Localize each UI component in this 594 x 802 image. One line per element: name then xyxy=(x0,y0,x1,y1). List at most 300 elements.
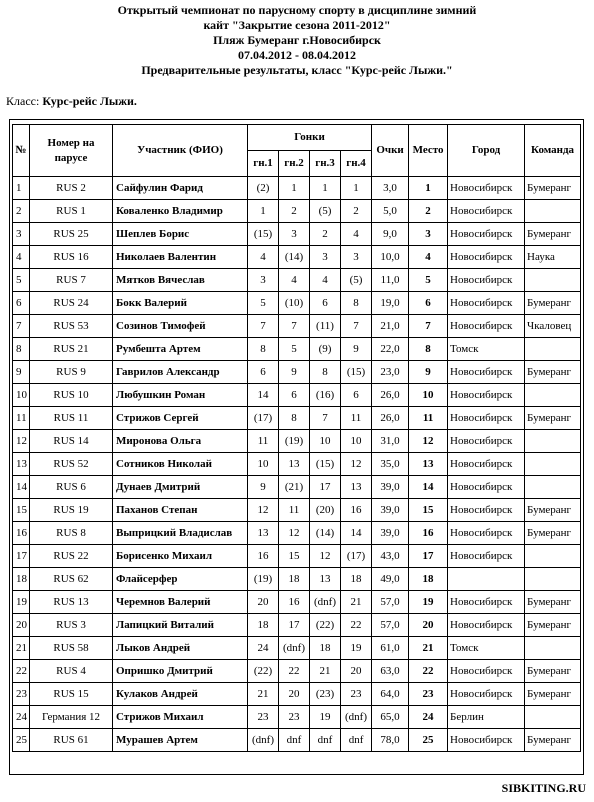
participant-name: Черемнов Валерий xyxy=(113,591,248,614)
race-3-result: 12 xyxy=(310,545,341,568)
race-4-result: 18 xyxy=(341,568,372,591)
table-row xyxy=(13,177,581,200)
header-line-2: кайт "Закрытие сезона 2011-2012" xyxy=(203,18,391,32)
race-4-result: 1 xyxy=(341,177,372,200)
race-2-result: (14) xyxy=(279,246,310,269)
table-row xyxy=(13,522,581,545)
points: 5,0 xyxy=(372,200,409,223)
header-row-1 xyxy=(13,125,581,151)
race-3-result: (16) xyxy=(310,384,341,407)
race-3-result: (14) xyxy=(310,522,341,545)
row-number: 19 xyxy=(13,591,30,614)
race-3-result: 2 xyxy=(310,223,341,246)
team: Бумеранг xyxy=(525,499,581,522)
points: 43,0 xyxy=(372,545,409,568)
sail-number: RUS 6 xyxy=(30,476,113,499)
points: 57,0 xyxy=(372,591,409,614)
race-1-result: 6 xyxy=(248,361,279,384)
row-number: 12 xyxy=(13,430,30,453)
points: 26,0 xyxy=(372,384,409,407)
team xyxy=(525,200,581,223)
race-2-result: 12 xyxy=(279,522,310,545)
city: Новосибирск xyxy=(448,453,525,476)
sail-number: RUS 2 xyxy=(30,177,113,200)
race-1-result: 20 xyxy=(248,591,279,614)
participant-name: Коваленко Владимир xyxy=(113,200,248,223)
team: Бумеранг xyxy=(525,223,581,246)
team xyxy=(525,568,581,591)
team: Бумеранг xyxy=(525,683,581,706)
race-1-result: 18 xyxy=(248,614,279,637)
table-row xyxy=(13,361,581,384)
site-footer: SIBKITING.RU xyxy=(501,781,586,795)
place: 3 xyxy=(409,223,448,246)
sail-number: RUS 61 xyxy=(30,729,113,752)
race-2-result: dnf xyxy=(279,729,310,752)
sail-number: RUS 62 xyxy=(30,568,113,591)
race-1-result: 13 xyxy=(248,522,279,545)
race-1-result: 9 xyxy=(248,476,279,499)
col-city-header: Город xyxy=(448,125,525,177)
col-race2-header: гн.2 xyxy=(279,151,310,177)
race-2-result: (21) xyxy=(279,476,310,499)
participant-name: Шеплев Борис xyxy=(113,223,248,246)
race-1-result: 1 xyxy=(248,200,279,223)
points: 57,0 xyxy=(372,614,409,637)
race-4-result: 16 xyxy=(341,499,372,522)
participant-name: Опришко Дмитрий xyxy=(113,660,248,683)
row-number: 5 xyxy=(13,269,30,292)
class-label: Класс: xyxy=(6,94,40,108)
race-1-result: 16 xyxy=(248,545,279,568)
city xyxy=(448,568,525,591)
place: 14 xyxy=(409,476,448,499)
race-2-result: (19) xyxy=(279,430,310,453)
race-4-result: 23 xyxy=(341,683,372,706)
race-3-result: (5) xyxy=(310,200,341,223)
place: 15 xyxy=(409,499,448,522)
points: 9,0 xyxy=(372,223,409,246)
place: 17 xyxy=(409,545,448,568)
table-row xyxy=(13,269,581,292)
place: 1 xyxy=(409,177,448,200)
race-2-result: 18 xyxy=(279,568,310,591)
team: Бумеранг xyxy=(525,522,581,545)
race-3-result: (15) xyxy=(310,453,341,476)
row-number: 8 xyxy=(13,338,30,361)
race-2-result: 5 xyxy=(279,338,310,361)
table-row xyxy=(13,200,581,223)
row-number: 18 xyxy=(13,568,30,591)
race-4-result: 14 xyxy=(341,522,372,545)
points: 3,0 xyxy=(372,177,409,200)
race-2-result: 15 xyxy=(279,545,310,568)
city: Новосибирск xyxy=(448,522,525,545)
points: 39,0 xyxy=(372,476,409,499)
row-number: 1 xyxy=(13,177,30,200)
place: 12 xyxy=(409,430,448,453)
race-2-result: 1 xyxy=(279,177,310,200)
col-num-header: № xyxy=(13,125,30,177)
table-row xyxy=(13,499,581,522)
race-1-result: 24 xyxy=(248,637,279,660)
col-place-header: Место xyxy=(409,125,448,177)
col-race1-header: гн.1 xyxy=(248,151,279,177)
participant-name: Кулаков Андрей xyxy=(113,683,248,706)
place: 10 xyxy=(409,384,448,407)
race-1-result: 23 xyxy=(248,706,279,729)
table-row xyxy=(13,476,581,499)
city: Новосибирск xyxy=(448,384,525,407)
place: 2 xyxy=(409,200,448,223)
race-2-result: 6 xyxy=(279,384,310,407)
team: Бумеранг xyxy=(525,614,581,637)
city: Новосибирск xyxy=(448,246,525,269)
points: 26,0 xyxy=(372,407,409,430)
race-1-result: (17) xyxy=(248,407,279,430)
race-2-result: 8 xyxy=(279,407,310,430)
row-number: 24 xyxy=(13,706,30,729)
sail-number: RUS 15 xyxy=(30,683,113,706)
col-races-header: Гонки xyxy=(248,125,372,151)
team: Бумеранг xyxy=(525,591,581,614)
city: Новосибирск xyxy=(448,614,525,637)
city: Новосибирск xyxy=(448,591,525,614)
city: Берлин xyxy=(448,706,525,729)
race-3-result: 13 xyxy=(310,568,341,591)
row-number: 2 xyxy=(13,200,30,223)
place: 11 xyxy=(409,407,448,430)
city: Новосибирск xyxy=(448,683,525,706)
sail-number: RUS 13 xyxy=(30,591,113,614)
points: 64,0 xyxy=(372,683,409,706)
place: 22 xyxy=(409,660,448,683)
race-1-result: 11 xyxy=(248,430,279,453)
city: Новосибирск xyxy=(448,223,525,246)
table-row xyxy=(13,614,581,637)
sail-number: Германия 12 xyxy=(30,706,113,729)
row-number: 17 xyxy=(13,545,30,568)
team: Чкаловец xyxy=(525,315,581,338)
race-1-result: 7 xyxy=(248,315,279,338)
city: Новосибирск xyxy=(448,200,525,223)
table-row xyxy=(13,223,581,246)
participant-name: Сотников Николай xyxy=(113,453,248,476)
table-row xyxy=(13,315,581,338)
race-2-result: 16 xyxy=(279,591,310,614)
results-table xyxy=(12,124,581,752)
participant-name: Сайфулин Фарид xyxy=(113,177,248,200)
team: Бумеранг xyxy=(525,177,581,200)
city: Новосибирск xyxy=(448,660,525,683)
city: Новосибирск xyxy=(448,315,525,338)
participant-name: Паханов Степан xyxy=(113,499,248,522)
sail-number: RUS 3 xyxy=(30,614,113,637)
points: 19,0 xyxy=(372,292,409,315)
participant-name: Мурашев Артем xyxy=(113,729,248,752)
points: 21,0 xyxy=(372,315,409,338)
team: Бумеранг xyxy=(525,361,581,384)
race-3-result: (9) xyxy=(310,338,341,361)
col-name-header: Участник (ФИО) xyxy=(113,125,248,177)
row-number: 25 xyxy=(13,729,30,752)
race-3-result: 19 xyxy=(310,706,341,729)
race-3-result: dnf xyxy=(310,729,341,752)
race-4-result: 9 xyxy=(341,338,372,361)
race-1-result: 4 xyxy=(248,246,279,269)
col-team-header: Команда xyxy=(525,125,581,177)
race-1-result: 12 xyxy=(248,499,279,522)
points: 23,0 xyxy=(372,361,409,384)
table-row xyxy=(13,384,581,407)
race-1-result: (2) xyxy=(248,177,279,200)
row-number: 13 xyxy=(13,453,30,476)
page-header xyxy=(0,3,594,78)
sail-number: RUS 53 xyxy=(30,315,113,338)
place: 13 xyxy=(409,453,448,476)
place: 23 xyxy=(409,683,448,706)
row-number: 22 xyxy=(13,660,30,683)
race-3-result: (dnf) xyxy=(310,591,341,614)
points: 10,0 xyxy=(372,246,409,269)
row-number: 9 xyxy=(13,361,30,384)
team: Бумеранг xyxy=(525,407,581,430)
race-4-result: 21 xyxy=(341,591,372,614)
team xyxy=(525,384,581,407)
race-3-result: (22) xyxy=(310,614,341,637)
place: 18 xyxy=(409,568,448,591)
row-number: 7 xyxy=(13,315,30,338)
row-number: 4 xyxy=(13,246,30,269)
race-2-result: 20 xyxy=(279,683,310,706)
place: 24 xyxy=(409,706,448,729)
place: 4 xyxy=(409,246,448,269)
sail-number: RUS 1 xyxy=(30,200,113,223)
city: Новосибирск xyxy=(448,292,525,315)
city: Томск xyxy=(448,338,525,361)
race-4-result: 22 xyxy=(341,614,372,637)
race-2-result: (dnf) xyxy=(279,637,310,660)
race-3-result: 1 xyxy=(310,177,341,200)
team: Бумеранг xyxy=(525,660,581,683)
row-number: 15 xyxy=(13,499,30,522)
results-body xyxy=(13,177,581,752)
race-3-result: 8 xyxy=(310,361,341,384)
team xyxy=(525,706,581,729)
race-3-result: 7 xyxy=(310,407,341,430)
participant-name: Стрижов Михаил xyxy=(113,706,248,729)
participant-name: Борисенко Михаил xyxy=(113,545,248,568)
city: Новосибирск xyxy=(448,269,525,292)
race-2-result: 22 xyxy=(279,660,310,683)
race-4-result: 19 xyxy=(341,637,372,660)
race-2-result: 3 xyxy=(279,223,310,246)
col-race4-header: гн.4 xyxy=(341,151,372,177)
city: Новосибирск xyxy=(448,729,525,752)
table-row xyxy=(13,637,581,660)
table-row xyxy=(13,683,581,706)
sail-number: RUS 10 xyxy=(30,384,113,407)
race-1-result: (15) xyxy=(248,223,279,246)
sail-number: RUS 14 xyxy=(30,430,113,453)
race-1-result: (dnf) xyxy=(248,729,279,752)
sail-number: RUS 52 xyxy=(30,453,113,476)
table-row xyxy=(13,660,581,683)
race-3-result: 10 xyxy=(310,430,341,453)
table-row xyxy=(13,338,581,361)
table-row xyxy=(13,292,581,315)
place: 7 xyxy=(409,315,448,338)
race-4-result: 3 xyxy=(341,246,372,269)
row-number: 21 xyxy=(13,637,30,660)
team xyxy=(525,545,581,568)
row-number: 20 xyxy=(13,614,30,637)
participant-name: Лапицкий Виталий xyxy=(113,614,248,637)
team: Бумеранг xyxy=(525,729,581,752)
sail-number: RUS 25 xyxy=(30,223,113,246)
place: 9 xyxy=(409,361,448,384)
city: Новосибирск xyxy=(448,430,525,453)
race-4-result: 20 xyxy=(341,660,372,683)
race-4-result: 8 xyxy=(341,292,372,315)
race-1-result: 21 xyxy=(248,683,279,706)
header-line-5: Предварительные результаты, класс "Курс-рейс Лыжи." xyxy=(141,63,453,77)
sail-number: RUS 4 xyxy=(30,660,113,683)
race-2-result: 13 xyxy=(279,453,310,476)
race-1-result: 14 xyxy=(248,384,279,407)
row-number: 11 xyxy=(13,407,30,430)
place: 8 xyxy=(409,338,448,361)
table-row xyxy=(13,568,581,591)
team xyxy=(525,430,581,453)
points: 65,0 xyxy=(372,706,409,729)
row-number: 23 xyxy=(13,683,30,706)
place: 20 xyxy=(409,614,448,637)
race-4-result: 2 xyxy=(341,200,372,223)
city: Новосибирск xyxy=(448,476,525,499)
sail-number: RUS 8 xyxy=(30,522,113,545)
race-4-result: 10 xyxy=(341,430,372,453)
points: 11,0 xyxy=(372,269,409,292)
points: 49,0 xyxy=(372,568,409,591)
sail-number: RUS 9 xyxy=(30,361,113,384)
participant-name: Бокк Валерий xyxy=(113,292,248,315)
race-4-result: 13 xyxy=(341,476,372,499)
race-1-result: 10 xyxy=(248,453,279,476)
race-3-result: 18 xyxy=(310,637,341,660)
team: Наука xyxy=(525,246,581,269)
participant-name: Дунаев Дмитрий xyxy=(113,476,248,499)
race-4-result: 7 xyxy=(341,315,372,338)
race-4-result: (dnf) xyxy=(341,706,372,729)
sail-number: RUS 58 xyxy=(30,637,113,660)
participant-name: Стрижов Сергей xyxy=(113,407,248,430)
row-number: 16 xyxy=(13,522,30,545)
row-number: 3 xyxy=(13,223,30,246)
participant-name: Мятков Вячеслав xyxy=(113,269,248,292)
col-race3-header: гн.3 xyxy=(310,151,341,177)
place: 25 xyxy=(409,729,448,752)
race-4-result: 6 xyxy=(341,384,372,407)
table-row xyxy=(13,729,581,752)
race-2-result: 17 xyxy=(279,614,310,637)
team xyxy=(525,453,581,476)
table-row xyxy=(13,430,581,453)
race-2-result: 4 xyxy=(279,269,310,292)
race-2-result: 11 xyxy=(279,499,310,522)
participant-name: Выприцкий Владислав xyxy=(113,522,248,545)
participant-name: Гаврилов Александр xyxy=(113,361,248,384)
participant-name: Любушкин Роман xyxy=(113,384,248,407)
place: 16 xyxy=(409,522,448,545)
sail-number: RUS 19 xyxy=(30,499,113,522)
sail-number: RUS 22 xyxy=(30,545,113,568)
race-2-result: 9 xyxy=(279,361,310,384)
sail-number: RUS 16 xyxy=(30,246,113,269)
class-line xyxy=(6,94,137,108)
race-1-result: (22) xyxy=(248,660,279,683)
row-number: 10 xyxy=(13,384,30,407)
table-row xyxy=(13,591,581,614)
table-row xyxy=(13,407,581,430)
sail-number: RUS 21 xyxy=(30,338,113,361)
place: 21 xyxy=(409,637,448,660)
sail-number: RUS 11 xyxy=(30,407,113,430)
participant-name: Николаев Валентин xyxy=(113,246,248,269)
col-sail-header: Номер на парусе xyxy=(30,125,113,177)
race-2-result: 7 xyxy=(279,315,310,338)
points: 78,0 xyxy=(372,729,409,752)
race-4-result: (17) xyxy=(341,545,372,568)
race-2-result: 23 xyxy=(279,706,310,729)
team xyxy=(525,269,581,292)
place: 5 xyxy=(409,269,448,292)
participant-name: Лыков Андрей xyxy=(113,637,248,660)
points: 35,0 xyxy=(372,453,409,476)
sail-number: RUS 7 xyxy=(30,269,113,292)
race-1-result: 8 xyxy=(248,338,279,361)
points: 22,0 xyxy=(372,338,409,361)
place: 6 xyxy=(409,292,448,315)
race-3-result: 6 xyxy=(310,292,341,315)
place: 19 xyxy=(409,591,448,614)
col-points-header: Очки xyxy=(372,125,409,177)
table-row xyxy=(13,453,581,476)
race-3-result: 17 xyxy=(310,476,341,499)
row-number: 6 xyxy=(13,292,30,315)
race-4-result: 12 xyxy=(341,453,372,476)
race-3-result: 21 xyxy=(310,660,341,683)
points: 39,0 xyxy=(372,522,409,545)
city: Новосибирск xyxy=(448,407,525,430)
row-number: 14 xyxy=(13,476,30,499)
team: Бумеранг xyxy=(525,292,581,315)
team xyxy=(525,637,581,660)
city: Новосибирск xyxy=(448,361,525,384)
header-line-1: Открытый чемпионат по парусному спорту в дисциплине зимний xyxy=(117,3,477,17)
race-3-result: 3 xyxy=(310,246,341,269)
race-1-result: 5 xyxy=(248,292,279,315)
race-3-result: (20) xyxy=(310,499,341,522)
race-3-result: (23) xyxy=(310,683,341,706)
table-row xyxy=(13,706,581,729)
header-line-3: Пляж Бумеранг г.Новосибирск xyxy=(213,33,381,47)
points: 31,0 xyxy=(372,430,409,453)
race-4-result: (15) xyxy=(341,361,372,384)
race-1-result: 3 xyxy=(248,269,279,292)
city: Новосибирск xyxy=(448,545,525,568)
race-4-result: 4 xyxy=(341,223,372,246)
